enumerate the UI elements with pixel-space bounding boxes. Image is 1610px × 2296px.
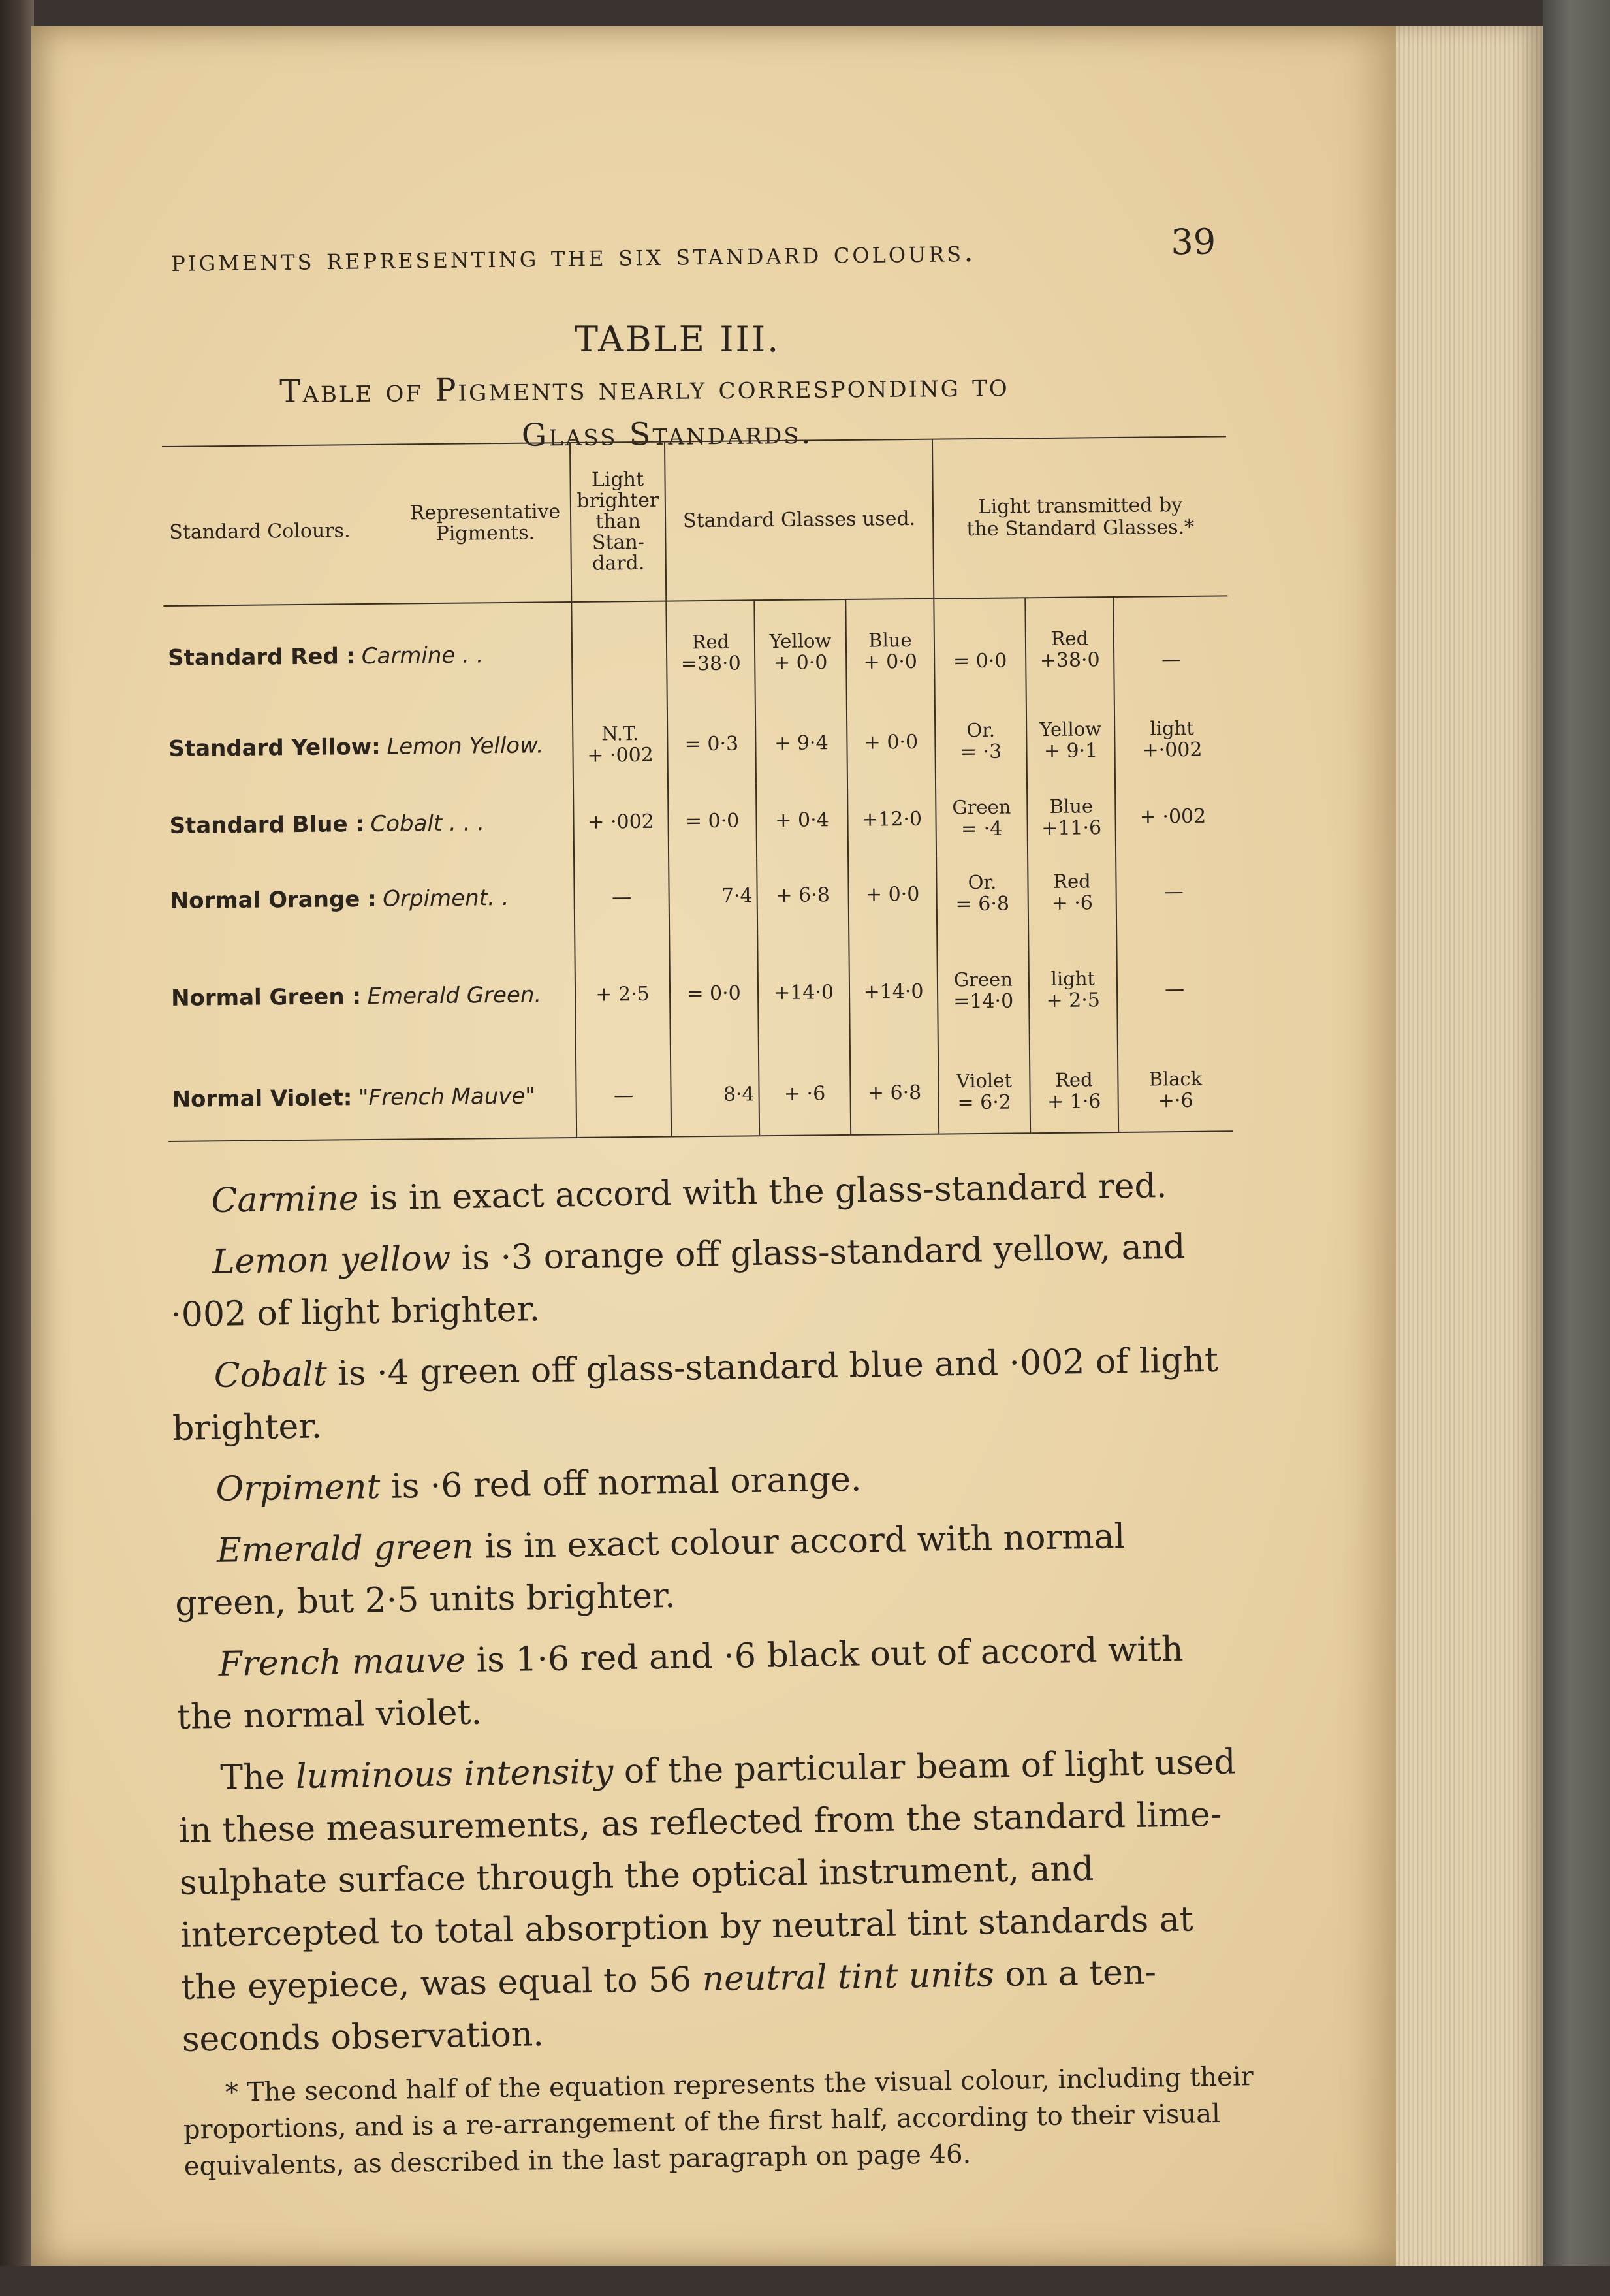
table-row [166,929,1231,1044]
paragraph-cobalt-lead: Cobalt [213,1354,328,1395]
paragraph-orpiment-rest: is ·6 red off normal orange. [379,1459,862,1507]
row-red-g2 [754,599,847,705]
row-yellow-t2-label: Yellow [1039,718,1102,741]
row-red-g2-value: + 0·0 [773,650,828,675]
row-yellow-brighter-value: + ·002 [587,743,654,767]
row-blue-t1 [936,780,1028,856]
paragraph-french-mauve-lead: French mauve [218,1640,466,1684]
header-light-transmitted: Light transmitted by the Standard Glasses.* [932,436,1227,598]
running-head-title: pigments representing the six standard colours. [171,232,976,278]
row-red-colour: Standard Red : [167,643,356,671]
row-blue-g2: + 0·4 [756,782,848,858]
row-yellow-t3 [1114,700,1229,780]
row-blue-t1-value: = ·4 [960,817,1003,840]
row-violet-pigment: "French Mauve" [358,1083,536,1111]
row-blue-g3: +12·0 [847,782,936,857]
row-yellow-g1: = 0·3 [667,705,756,784]
row-green-t1-label: Green [953,968,1013,991]
row-blue-colour: Standard Blue : [169,810,365,839]
row-green-colour: Normal Green : [170,983,362,1012]
row-violet-label [168,1040,576,1141]
book-cover-bottom [0,2266,1610,2296]
row-violet-t1-value: = 6·2 [957,1091,1012,1114]
paragraph-lemon-yellow-lead: Lemon yellow [212,1239,451,1282]
paragraph-carmine-rest: is in exact accord with the glass-standard red. [358,1166,1167,1219]
table-row [165,778,1230,864]
row-blue-pigment: Cobalt . . . [370,809,485,837]
row-green-t2 [1028,930,1118,1035]
row-blue-t2 [1027,780,1116,855]
row-orange-label [166,860,575,939]
row-orange-brighter: — [574,859,669,935]
row-red-g3-label: Blue [868,628,912,652]
row-violet-t3-label: Black [1148,1067,1203,1091]
row-yellow-g3: + 0·0 [847,703,936,782]
row-red-g1 [666,600,755,705]
row-green-t1 [937,931,1030,1036]
page-number: 39 [1170,221,1216,263]
row-yellow-t2 [1026,701,1115,780]
table-row [165,700,1229,789]
row-orange-colour: Normal Orange : [170,885,377,914]
row-violet-g3: + 6·8 [850,1036,939,1135]
row-red-g2-label: Yellow [769,629,832,652]
row-blue-label [165,785,574,864]
row-red-g3-value: + 0·0 [863,650,918,674]
row-violet-t2-value: + 1·6 [1047,1089,1101,1113]
row-violet-t2-label: Red [1054,1068,1093,1091]
row-violet-colour: Normal Violet: [172,1084,353,1113]
row-yellow-brighter [573,706,668,785]
row-yellow-t3-label: light [1150,716,1195,740]
row-blue-t3: + ·002 [1115,778,1230,855]
row-green-t2-value: + 2·5 [1046,989,1101,1013]
row-violet-t3 [1118,1033,1233,1132]
row-red-label [163,602,573,710]
paragraph-emerald-green-rest: is in exact colour accord with normal green, but 2·5 units brighter. [174,1517,1126,1623]
row-yellow-g2: + 9·4 [755,704,847,783]
row-green-t2-label: light [1050,967,1096,990]
row-yellow-t1-value: = ·3 [960,740,1002,764]
row-yellow-brighter-label: N.T. [601,722,639,745]
row-yellow-t1-label: Or. [966,718,996,742]
row-yellow-t2-value: + 9·1 [1043,739,1098,763]
row-violet-t1-label: Violet [956,1069,1013,1092]
paragraph-carmine-lead: Carmine [211,1179,359,1220]
row-blue-brighter: + ·002 [573,784,669,860]
header-colours-pigments [162,443,571,606]
intensity-part3: on a ten-seconds observation. [182,1953,1157,2060]
row-red-g1-label: Red [691,630,730,653]
row-orange-t3: — [1116,853,1231,930]
paragraph-luminous-intensity [178,1736,1253,2066]
row-green-label [166,935,576,1044]
header-representative-pigments: Representative Pigments. [409,500,561,545]
row-red-brighter [571,601,667,707]
paragraph-french-mauve-rest: is 1·6 red and ·6 black out of accord with the normal violet. [176,1629,1184,1737]
paragraph-orpiment [173,1447,1244,1516]
row-blue-g1: = 0·0 [668,783,757,859]
row-orange-t2-value: + ·6 [1051,891,1094,915]
row-orange-t1-value: = 6·8 [955,892,1010,916]
row-yellow-label [165,707,573,789]
row-violet-brighter: — [576,1039,671,1138]
table-header-row [162,436,1227,606]
row-red-t3 [1113,596,1229,701]
paragraph-emerald-green-lead: Emerald green [216,1527,474,1571]
intensity-italic1: luminous intensity [295,1752,614,1797]
row-green-t1-value: =14·0 [953,989,1014,1013]
header-standard-glasses: Standard Glasses used. [665,439,934,601]
row-violet-t1 [938,1035,1030,1134]
header-light-brighter: Light brighter than Stan- dard. [570,442,666,602]
table-caption: TABLE III. [575,319,781,360]
row-orange-g3: + 0·0 [848,857,937,933]
row-yellow-colour: Standard Yellow: [168,733,381,762]
paragraph-cobalt-rest: is ·4 green off glass-standard blue and ·002 of light brighter. [172,1340,1219,1448]
row-blue-t1-label: Green [952,795,1011,818]
row-red-t1 [934,598,1026,703]
paragraph-cobalt [171,1333,1243,1455]
paragraph-lemon-yellow-rest: is ·3 orange off glass-standard yellow, and ·002 of light brighter. [170,1227,1186,1335]
table-row [166,853,1231,939]
row-red-t3-value: — [1161,647,1182,671]
row-green-pigment: Emerald Green. [367,981,542,1010]
row-orange-g2: + 6·8 [757,857,849,933]
row-violet-t3-value: +·6 [1158,1089,1193,1112]
header-standard-colours: Standard Colours. [169,519,351,544]
paragraph-orpiment-lead: Orpiment [215,1467,381,1509]
row-red-t1-label [939,628,1021,650]
paragraph-emerald-green [174,1508,1246,1630]
book-cover-right [1543,0,1610,2296]
table-row [168,1033,1233,1141]
row-violet-g1: 8·4 [671,1038,759,1136]
row-yellow-t3-value: +·002 [1142,738,1203,762]
row-green-g1: = 0·0 [669,933,759,1038]
intensity-part1: The [220,1757,296,1798]
row-green-g2: +14·0 [757,933,850,1038]
row-orange-t2-label: Red [1053,869,1091,893]
row-red-t3-label [1118,626,1224,648]
row-red-t2 [1025,597,1114,702]
row-orange-g1: 7·4 [669,858,757,934]
row-blue-t2-value: +11·6 [1041,816,1102,840]
row-orange-t1 [936,855,1028,931]
intensity-part2: of the particular beam of light used in these measurements, as reflected from the standard lime-sulphate surface through the optical instrument, and intercepted to total absorption by neutral tint standards at the eyepiece, was equal to 56 [178,1742,1237,2007]
row-green-g3: +14·0 [849,932,938,1037]
row-yellow-pigment: Lemon Yellow. [387,732,544,760]
row-violet-t2 [1030,1034,1118,1133]
row-red-pigment: Carmine . . [361,641,484,669]
row-red-g3 [845,599,935,704]
row-violet-g2: + ·6 [759,1037,851,1136]
row-red-t1-value: = 0·0 [953,649,1007,673]
page-edges [1396,26,1543,2279]
row-red-g1-value: =38·0 [680,652,741,675]
pigments-table-wrap [162,436,1233,1171]
pigments-table [162,436,1233,1142]
footnote: * The second half of the equation represents the visual colour, including their proportions, and is a re-arrangement of the first half, according to their visual equivalents, as described in the last paragraph on page 46. [183,2062,1254,2182]
table-subcaption-line1: Table of Pigments nearly corresponding to [279,367,1009,410]
paragraph-french-mauve [176,1622,1248,1744]
row-yellow-t1 [935,702,1027,781]
row-red-t2-value: +38·0 [1039,648,1100,672]
row-orange-t2 [1028,855,1116,931]
table-subcaption-line2: Glass Standards. [521,414,813,454]
body-text [168,1158,1255,2194]
intensity-italic2: neutral tint units [702,1955,995,2000]
row-green-brighter: + 2·5 [575,934,671,1040]
book-cover-left [0,0,34,2296]
row-red-t2-label: Red [1050,626,1089,650]
row-blue-t2-label: Blue [1049,794,1094,818]
row-orange-pigment: Orpiment. . [383,884,509,912]
paragraph-lemon-yellow [169,1220,1241,1341]
row-orange-t1-label: Or. [968,870,997,893]
table-row [163,596,1228,710]
row-green-t3: — [1116,929,1232,1034]
